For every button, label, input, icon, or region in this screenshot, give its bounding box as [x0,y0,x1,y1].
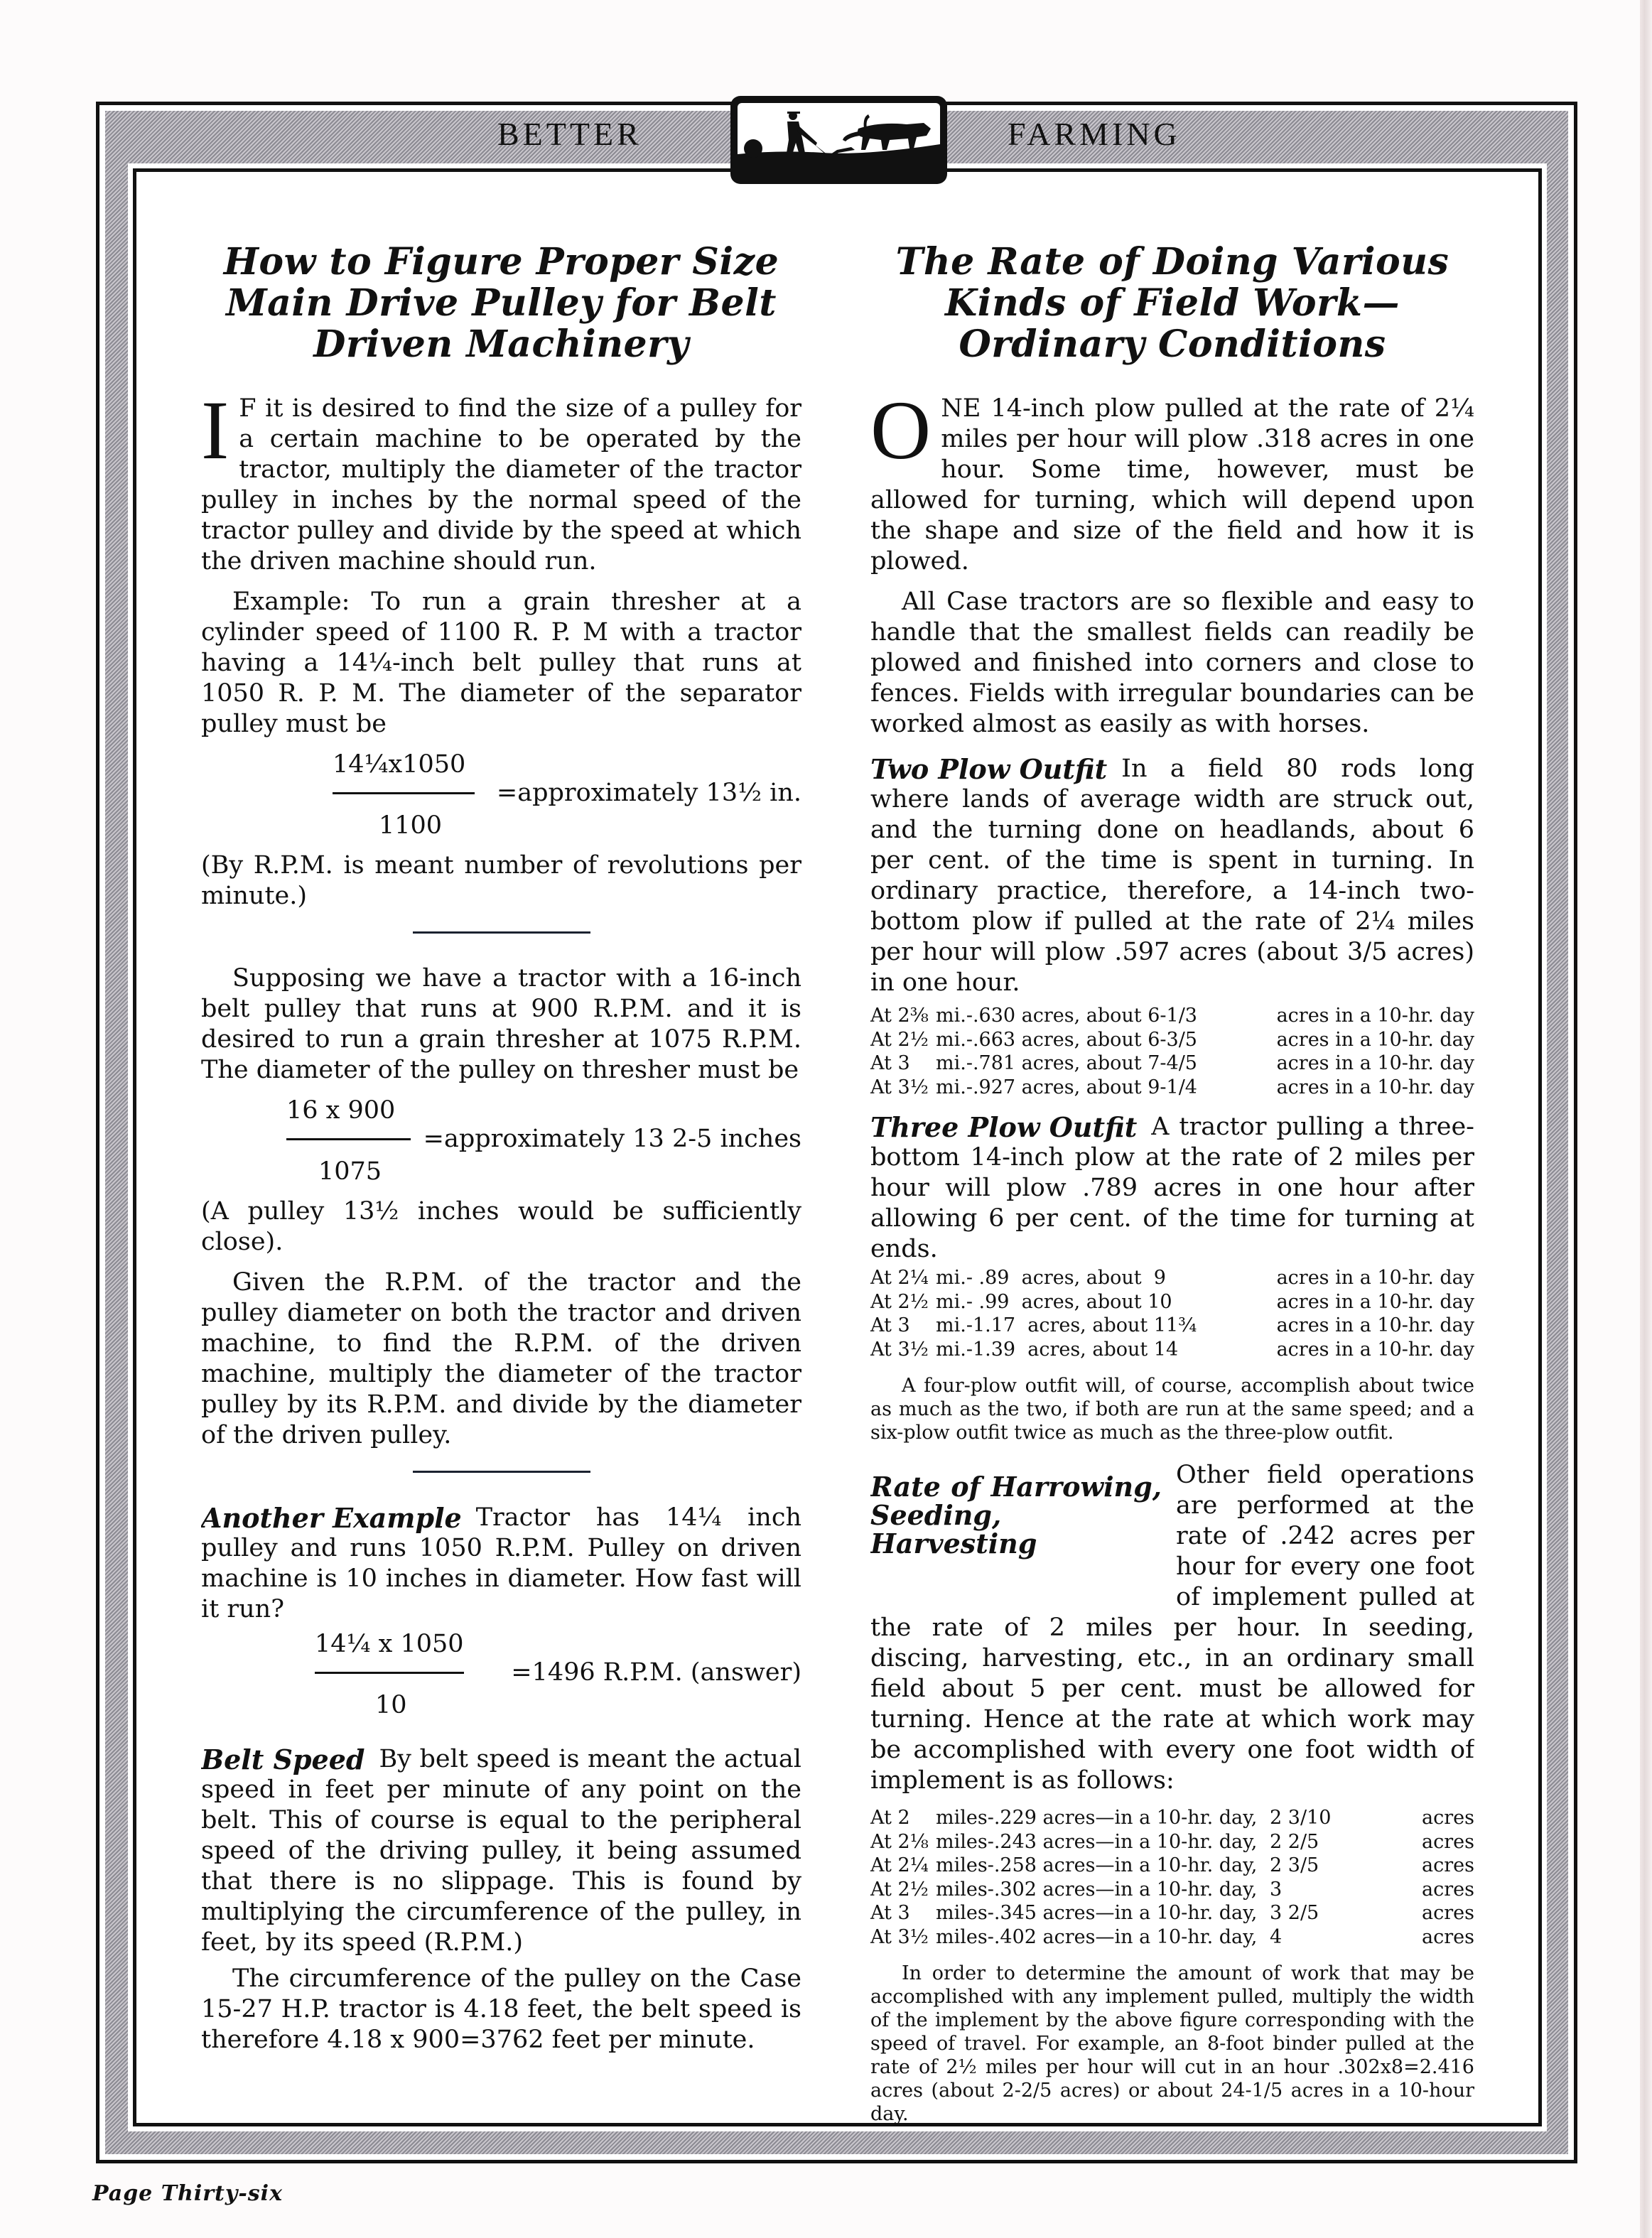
belt-speed-section [201,1744,801,1958]
formula-2 [201,1096,801,1189]
four-plow-note: A four-plow outfit will, of course, accomplish about twice as much as the two, if both are run at the same speed; and a six-plow outfit twice as much as the three-plow outfit. [870,1375,1474,1444]
right-article-title: The Rate of Doing Various Kinds of Field Work—Ordinary Conditions [895,240,1449,366]
rpm-note: (By R.P.M. is meant number of revolutions per minute.) [201,851,801,910]
masthead-better: BETTER [497,116,642,152]
three-plow-heading: Three Plow Outfit [870,1112,1138,1143]
formula-1-bar [333,792,475,794]
formula-1-numerator: 14¼x1050 [333,750,466,779]
table-row: At 3 miles-.345 acres—in a 10-hr. day, 3 2/5 acres [870,1902,1474,1924]
table-row: At 2¼ mi.- .89 acres, about 9 acres in a 10-hr. day [870,1267,1474,1289]
circumference-paragraph: The circumference of the pulley on the Case 15-27 H.P. tractor is 4.18 feet, the belt speed is therefore 4.18 x 900=3762 feet per minute. [201,1964,801,2054]
formula-2-bar [286,1138,411,1140]
harrowing-section [870,1460,1474,1796]
formula-3-result: =1496 R.P.M. (answer) [511,1658,801,1687]
table-row: At 2¼ miles-.258 acres—in a 10-hr. day, 2 3/5 acres [870,1854,1474,1876]
dropcap-i: I [201,384,230,477]
table-row: At 2½ mi.-.663 acres, about 6-3/5 acres in a 10-hr. day [870,1028,1474,1051]
section-rule [413,1471,590,1473]
table-row: At 3½ mi.-1.39 acres, about 14 acres in a 10-hr. day [870,1338,1474,1361]
dropcap-o: O [870,384,932,477]
three-plow-rate-table [870,1266,1474,1361]
two-plow-heading: Two Plow Outfit [870,754,1108,785]
two-plow-section [870,754,1474,998]
close-note: (A pulley 13½ inches would be sufficiently close). [201,1197,801,1256]
harrowing-rate-table [870,1806,1474,1949]
table-row: At 3 mi.-1.17 acres, about 11¾ acres in a 10-hr. day [870,1314,1474,1336]
table-row: At 3½ miles-.402 acres—in a 10-hr. day, 4 acres [870,1925,1474,1948]
harrowing-text: Other field operations are performed at the rate of .242 acres per hour for every one foot of implement pulled at the rate of 2 miles per hour. In seeding, discing, harvesting, etc., in an ordinary small field about 5 per cent. must be allowed for turning. Hence at the rate at which work may be accomplished with every one foot width of implement is as follows: [870,1461,1474,1795]
table-row: At 2 miles-.229 acres—in a 10-hr. day, 2 3/10 acres [870,1807,1474,1829]
belt-speed-text: By belt speed is meant the actual speed in feet per minute of any point on the belt. This of course is equal to the peripheral speed of the driving pulley, it being assumed that there is no slippage. This is found by multiplying the circumference of the pulley, in feet, by its speed (R.P.M.) [201,1745,801,1957]
table-row: At 3½ mi.-.927 acres, about 9-1/4 acres in a 10-hr. day [870,1076,1474,1098]
another-example-heading: Another Example [201,1503,462,1534]
formula-3 [201,1629,801,1723]
farmer-plowing-logo-icon [730,96,947,184]
given-paragraph: Given the R.P.M. of the tractor and the pulley diameter on both the tractor and driven machine, to find the R.P.M. of the driven machine, multiply the diameter of the tractor pulley by its R.P.M. and divide by the diameter of the driven pulley. [201,1268,801,1449]
example-paragraph: Example: To run a grain thresher at a cylinder speed of 1100 R. P. M with a tractor having a 14¼-inch belt pulley that runs at 1050 R. P. M. The diameter of the separator pulley must be [201,588,801,738]
two-plow-text: In a field 80 rods long where lands of average width are struck out, and the turning done on headlands, about 6 per cent. of the time is spent in turning. In ordinary practice, therefore, a 14-inch two-bottom plow if pulled at the rate of 2¼ miles per hour will plow .597 acres (about 3/5 acres) in one hour. [870,755,1474,997]
page-number-label: Page Thirty-six [92,2181,283,2206]
three-plow-text: A tractor pulling a three-bottom 14-inch plow at the rate of 2 miles per hour will plow .789 acres in one hour after allowing 6 per cent. of the time for turning at ends. [870,1113,1474,1263]
case-tractors-paragraph: All Case tractors are so flexible and easy to handle that the smallest fields can readily be plowed and finished into corners and close to fences. Fields with irregular boundaries can be worked almost as easily as with horses. [870,588,1474,738]
paper-edge [1640,0,1652,2238]
left-intro-paragraph: I F it is desired to find the size of a pulley for a certain machine to be operated by the tractor, multiply the diameter of the tractor pulley in inches by the normal speed of the tractor pulley and divide by the speed at which the driven machine should run. [201,384,801,575]
another-example-text: Tractor has 14¼ inch pulley and runs 1050 R.P.M. Pulley on driven machine is 10 inches in diameter. How fast will it run? [201,1503,801,1623]
formula-2-result: =approximately 13 2-5 inches [423,1125,801,1153]
left-article-title: How to Figure Proper Size Main Drive Pulley for Belt Driven Machinery [223,240,779,366]
formula-2-numerator: 16 x 900 [286,1096,396,1125]
three-plow-section [870,1112,1474,1265]
table-row: At 2⅛ miles-.243 acres—in a 10-hr. day, 2 2/5 acres [870,1830,1474,1853]
formula-3-bar [315,1672,464,1674]
harrowing-heading: Rate of Harrowing, Seeding, Harvesting [870,1471,1162,1559]
right-article [870,242,1474,2136]
masthead-farming: FARMING [1008,116,1181,152]
table-row: At 2⅜ mi.-.630 acres, about 6-1/3 acres in a 10-hr. day [870,1005,1474,1027]
section-rule [413,931,590,934]
left-article [201,242,801,2065]
table-row: At 3 mi.-.781 acres, about 7-4/5 acres in a 10-hr. day [870,1052,1474,1074]
closing-note: In order to determine the amount of work that may be accomplished with any implement pulled, multiply the width of the implement by the above figure corresponding with the speed of travel. For example, an 8-foot binder pulled at the rate of 2½ miles per hour will cut in an hour .302x8=2.416 acres (about 2-2/5 acres) or about 24-1/5 acres in a 10-hour day. [870,1962,1474,2125]
table-row: At 2½ mi.- .99 acres, about 10 acres in a 10-hr. day [870,1290,1474,1313]
belt-speed-heading: Belt Speed [201,1744,365,1775]
right-intro-paragraph: ONE 14-inch plow pulled at the rate of 2¼ miles per hour will plow .318 acres in one hour. Some time, however, must be allowed for turning, which will depend upon the shape and size of the field and how it is plowed. [870,384,1474,575]
two-plow-rate-table [870,1004,1474,1099]
another-example-section [201,1503,801,1625]
table-row: At 2½ miles-.302 acres—in a 10-hr. day, 3 acres [870,1878,1474,1901]
formula-1 [201,750,801,843]
formula-1-denominator: 1100 [379,811,443,840]
formula-2-denominator: 1075 [318,1157,382,1186]
formula-3-denominator: 10 [375,1691,407,1719]
formula-3-numerator: 14¼ x 1050 [315,1630,464,1658]
formula-1-result: =approximately 13½ in. [496,779,801,807]
example-2-paragraph: Supposing we have a tractor with a 16-inch belt pulley that runs at 900 R.P.M. and it is desired to run a grain thresher at 1075 R.P.M. The diameter of the pulley on thresher must be [201,964,801,1084]
